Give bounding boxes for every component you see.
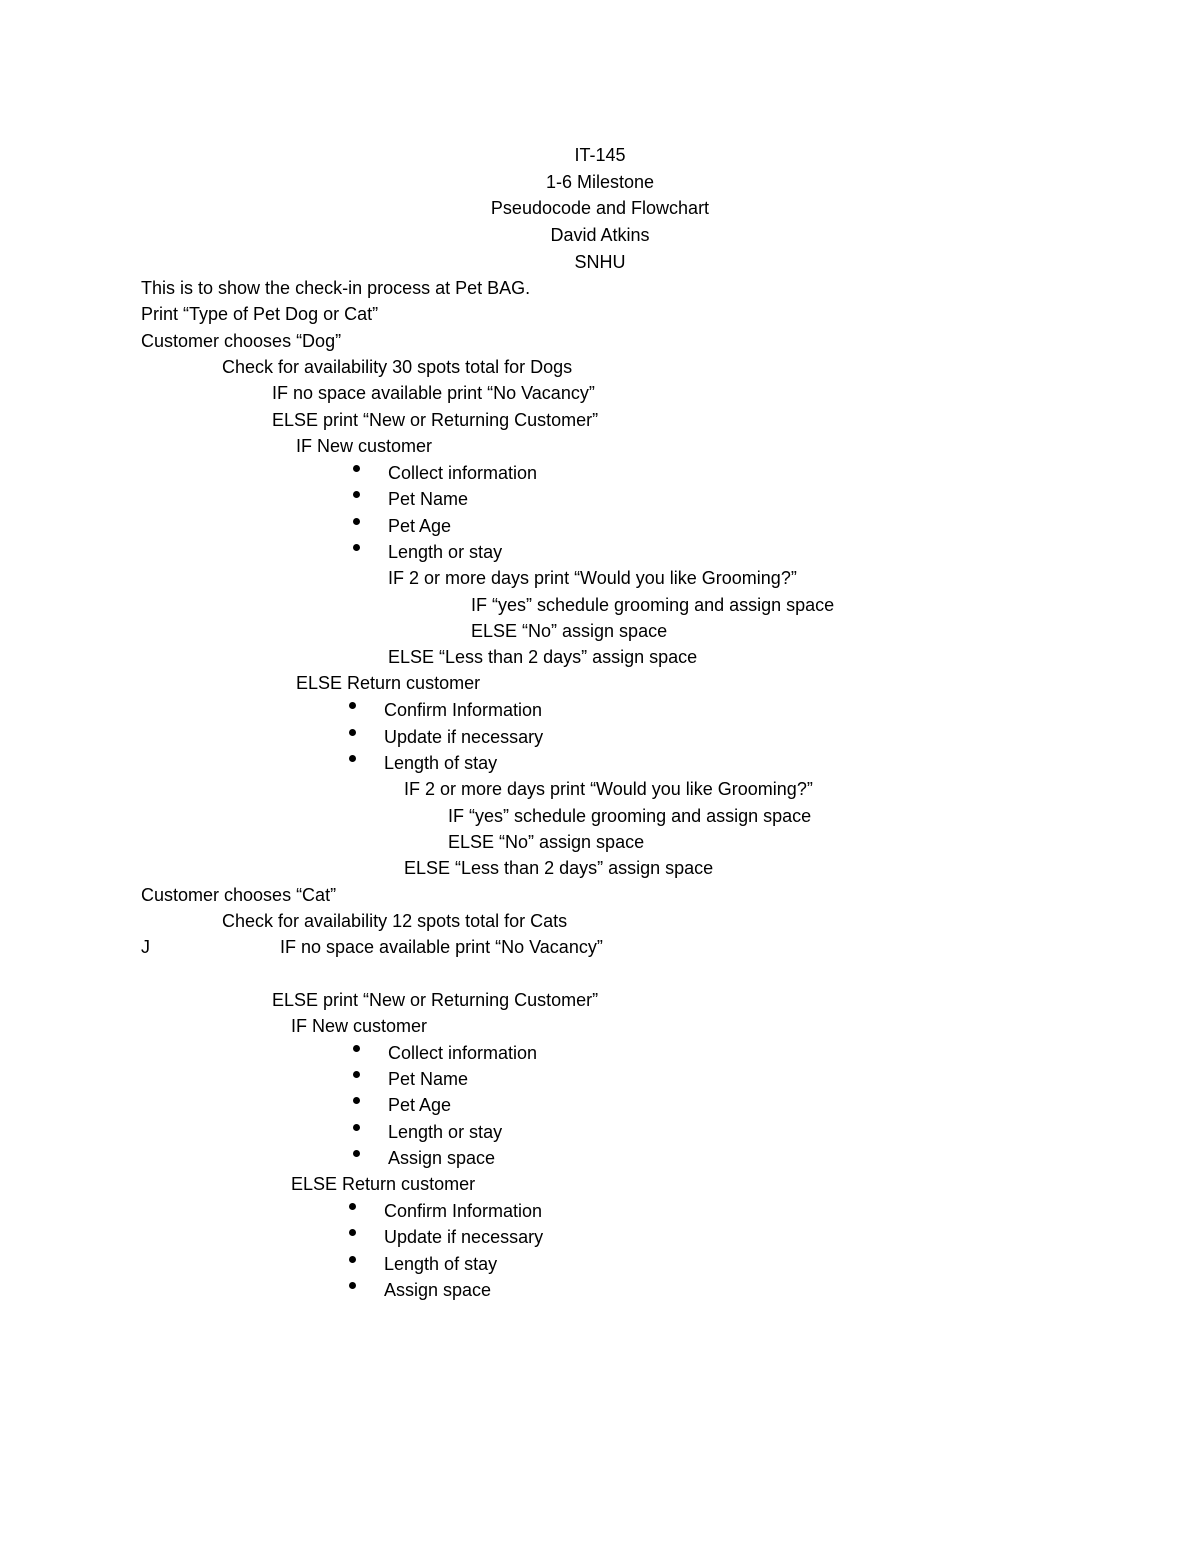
bullet-icon	[353, 1150, 360, 1157]
list-item: Length or stay	[388, 542, 503, 562]
dog-check-line: Check for availability 30 spots total for Dogs	[222, 357, 573, 377]
bullet-icon	[353, 1045, 360, 1052]
list-item: Length or stay	[388, 1122, 503, 1142]
list-item: Update if necessary	[384, 727, 544, 747]
list-item: Collect information	[388, 463, 538, 483]
dog-ret-else-no: ELSE “No” assign space	[448, 832, 645, 852]
list-item: Pet Name	[388, 489, 469, 509]
stray-character: J	[141, 937, 150, 957]
dog-new-else-less: ELSE “Less than 2 days” assign space	[388, 647, 698, 667]
list-item: Length of stay	[384, 1254, 498, 1274]
dog-else-return: ELSE Return customer	[296, 673, 481, 693]
dog-new-if-days: IF 2 or more days print “Would you like Grooming?”	[388, 568, 797, 588]
bullet-icon	[349, 729, 356, 736]
dog-ret-if-days: IF 2 or more days print “Would you like Grooming?”	[404, 779, 813, 799]
list-item: Pet Age	[388, 516, 452, 536]
bullet-icon	[349, 1203, 356, 1210]
dog-if-new: IF New customer	[296, 436, 433, 456]
list-item: Pet Name	[388, 1069, 469, 1089]
course-code: IT-145	[574, 145, 626, 165]
bullet-icon	[353, 518, 360, 525]
cat-if-new: IF New customer	[291, 1016, 428, 1036]
list-item: Length of stay	[384, 753, 498, 773]
list-item: Collect information	[388, 1043, 538, 1063]
list-item: Assign space	[384, 1280, 492, 1300]
bullet-icon	[353, 1097, 360, 1104]
bullet-icon	[349, 1229, 356, 1236]
cat-choice-line: Customer chooses “Cat”	[141, 885, 337, 905]
school-name: SNHU	[574, 252, 626, 272]
cat-else-return: ELSE Return customer	[291, 1174, 476, 1194]
intro-text: This is to show the check-in process at Pet BAG.	[141, 278, 531, 298]
list-item: Update if necessary	[384, 1227, 544, 1247]
dog-ret-else-less: ELSE “Less than 2 days” assign space	[404, 858, 714, 878]
bullet-icon	[349, 1256, 356, 1263]
bullet-icon	[353, 1071, 360, 1078]
list-item: Confirm Information	[384, 700, 543, 720]
bullet-icon	[349, 755, 356, 762]
list-item: Pet Age	[388, 1095, 452, 1115]
bullet-icon	[353, 544, 360, 551]
dog-ret-if-yes: IF “yes” schedule grooming and assign space	[448, 806, 812, 826]
list-item: Assign space	[388, 1148, 496, 1168]
cat-check-line: Check for availability 12 spots total for Cats	[222, 911, 568, 931]
print-type-line: Print “Type of Pet Dog or Cat”	[141, 304, 379, 324]
dog-if-no-space: IF no space available print “No Vacancy”	[272, 383, 595, 403]
author-name: David Atkins	[550, 225, 650, 245]
list-item: Confirm Information	[384, 1201, 543, 1221]
cat-else-print: ELSE print “New or Returning Customer”	[272, 990, 599, 1010]
bullet-icon	[349, 1282, 356, 1289]
dog-new-else-no: ELSE “No” assign space	[471, 621, 668, 641]
dog-else-print: ELSE print “New or Returning Customer”	[272, 410, 599, 430]
bullet-icon	[353, 465, 360, 472]
bullet-icon	[353, 1124, 360, 1131]
bullet-icon	[349, 702, 356, 709]
dog-new-if-yes: IF “yes” schedule grooming and assign space	[471, 595, 835, 615]
bullet-icon	[353, 491, 360, 498]
dog-choice-line: Customer chooses “Dog”	[141, 331, 342, 351]
cat-if-no-space: IF no space available print “No Vacancy”	[280, 937, 603, 957]
assignment-name: 1-6 Milestone	[545, 172, 655, 192]
document-title: Pseudocode and Flowchart	[490, 198, 710, 218]
